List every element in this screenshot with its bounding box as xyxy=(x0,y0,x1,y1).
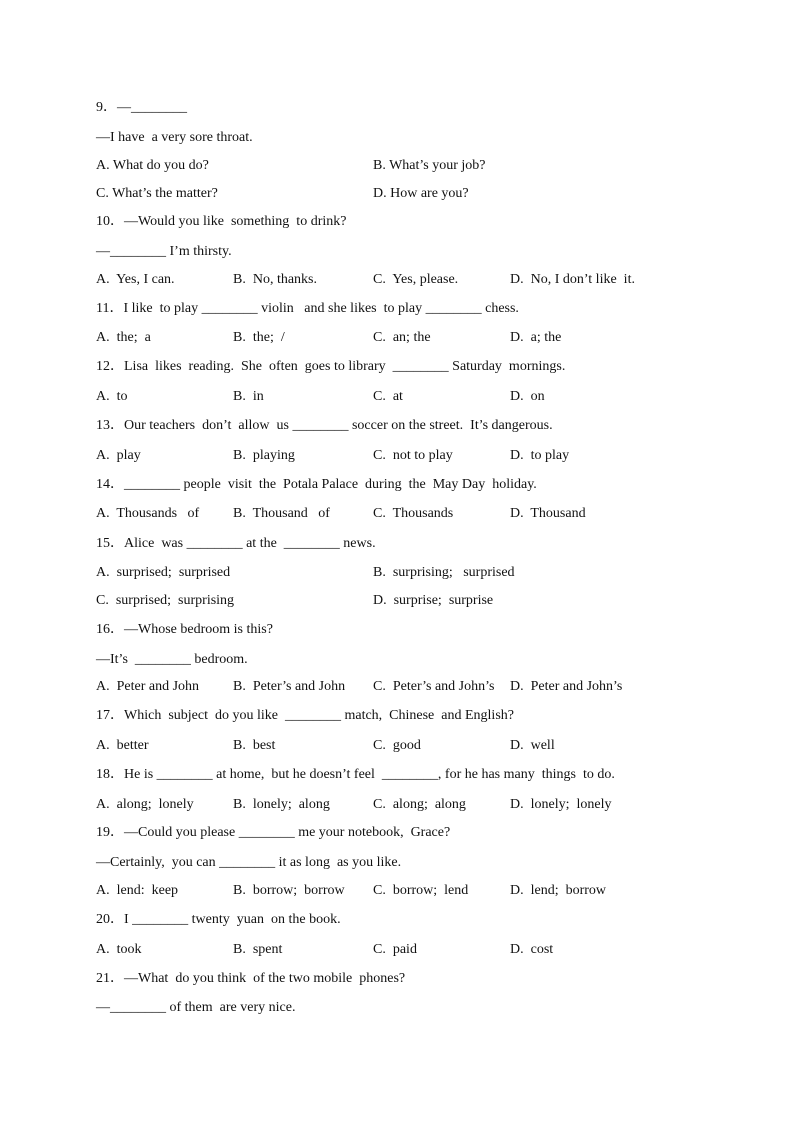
question-13-option-c: C. not to play xyxy=(373,448,453,463)
question-19-stem-line: 19．—Could you please ________ me your notebook, Grace? xyxy=(96,825,451,840)
question-15-option-a: A. surprised; surprised xyxy=(96,565,231,580)
question-9-stem-line: —I have a very sore throat. xyxy=(96,130,253,145)
question-10-option-d: D. No, I don’t like it. xyxy=(510,272,635,287)
question-11-option-d: D. a; the xyxy=(510,330,562,345)
question-19-option-d: D. lend; borrow xyxy=(510,883,607,898)
question-15-option-b: B. surprising; surprised xyxy=(373,565,515,580)
question-17-option-d: D. well xyxy=(510,738,555,753)
question-21-stem-line: —________ of them are very nice. xyxy=(96,1000,296,1015)
question-18-stem-line: 18．He is ________ at home, but he doesn’t feel ________, for he has many things to do. xyxy=(96,767,615,782)
question-14-option-d: D. Thousand xyxy=(510,506,586,521)
question-12-option-b: B. in xyxy=(233,389,264,404)
question-13-stem-line: 13．Our teachers don’t allow us ________ soccer on the street. It’s dangerous. xyxy=(96,418,553,433)
question-17-stem-line: 17．Which subject do you like ________ match, Chinese and English? xyxy=(96,708,514,723)
question-12-option-a: A. to xyxy=(96,389,128,404)
question-11-stem-line: 11．I like to play ________ violin and she likes to play ________ chess. xyxy=(96,301,519,316)
question-15-option-d: D. surprise; surprise xyxy=(373,593,494,608)
question-9-stem-line: 9．—________ xyxy=(96,100,187,115)
question-18-option-b: B. lonely; along xyxy=(233,797,330,812)
question-16-option-b: B. Peter’s and John xyxy=(233,679,346,694)
question-18-option-a: A. along; lonely xyxy=(96,797,194,812)
question-14-option-a: A. Thousands of xyxy=(96,506,200,521)
question-9-option-c: C. What’s the matter? xyxy=(96,186,218,201)
question-14-option-c: C. Thousands xyxy=(373,506,454,521)
question-19-option-a: A. lend: keep xyxy=(96,883,179,898)
question-14-option-b: B. Thousand of xyxy=(233,506,330,521)
question-16-option-a: A. Peter and John xyxy=(96,679,200,694)
question-9-option-a: A. What do you do? xyxy=(96,158,209,173)
question-18-option-c: C. along; along xyxy=(373,797,466,812)
question-13-option-a: A. play xyxy=(96,448,141,463)
question-12-stem-line: 12．Lisa likes reading. She often goes to library ________ Saturday mornings. xyxy=(96,359,566,374)
question-20-stem-line: 20．I ________ twenty yuan on the book. xyxy=(96,912,341,927)
question-12-option-d: D. on xyxy=(510,389,545,404)
question-13-option-b: B. playing xyxy=(233,448,295,463)
question-17-option-a: A. better xyxy=(96,738,149,753)
question-10-option-c: C. Yes, please. xyxy=(373,272,459,287)
question-17-option-c: C. good xyxy=(373,738,421,753)
question-20-option-c: C. paid xyxy=(373,942,417,957)
question-19-stem-line: —Certainly, you can ________ it as long as you like. xyxy=(96,855,402,870)
question-11-option-b: B. the; / xyxy=(233,330,285,345)
question-19-option-b: B. borrow; borrow xyxy=(233,883,345,898)
question-17-option-b: B. best xyxy=(233,738,276,753)
question-11-option-c: C. an; the xyxy=(373,330,431,345)
question-20-option-b: B. spent xyxy=(233,942,283,957)
question-15-option-c: C. surprised; surprising xyxy=(96,593,235,608)
question-19-option-c: C. borrow; lend xyxy=(373,883,469,898)
question-14-stem-line: 14．________ people visit the Potala Palace during the May Day holiday. xyxy=(96,477,537,492)
question-20-option-a: A. took xyxy=(96,942,142,957)
question-16-stem-line: —It’s ________ bedroom. xyxy=(96,652,248,667)
question-20-option-d: D. cost xyxy=(510,942,554,957)
question-16-stem-line: 16．—Whose bedroom is this? xyxy=(96,622,273,637)
question-13-option-d: D. to play xyxy=(510,448,570,463)
question-10-option-a: A. Yes, I can. xyxy=(96,272,175,287)
question-10-stem-line: 10．—Would you like something to drink? xyxy=(96,214,347,229)
question-10-option-b: B. No, thanks. xyxy=(233,272,317,287)
question-11-option-a: A. the; a xyxy=(96,330,151,345)
question-18-option-d: D. lonely; lonely xyxy=(510,797,612,812)
question-12-option-c: C. at xyxy=(373,389,403,404)
question-15-stem-line: 15．Alice was ________ at the ________ news. xyxy=(96,536,376,551)
question-9-option-b: B. What’s your job? xyxy=(373,158,486,173)
question-21-stem-line: 21．—What do you think of the two mobile phones? xyxy=(96,971,406,986)
question-9-option-d: D. How are you? xyxy=(373,186,469,201)
question-16-option-d: D. Peter and John’s xyxy=(510,679,623,694)
question-16-option-c: C. Peter’s and John’s xyxy=(373,679,495,694)
question-10-stem-line: —________ I’m thirsty. xyxy=(96,244,232,259)
